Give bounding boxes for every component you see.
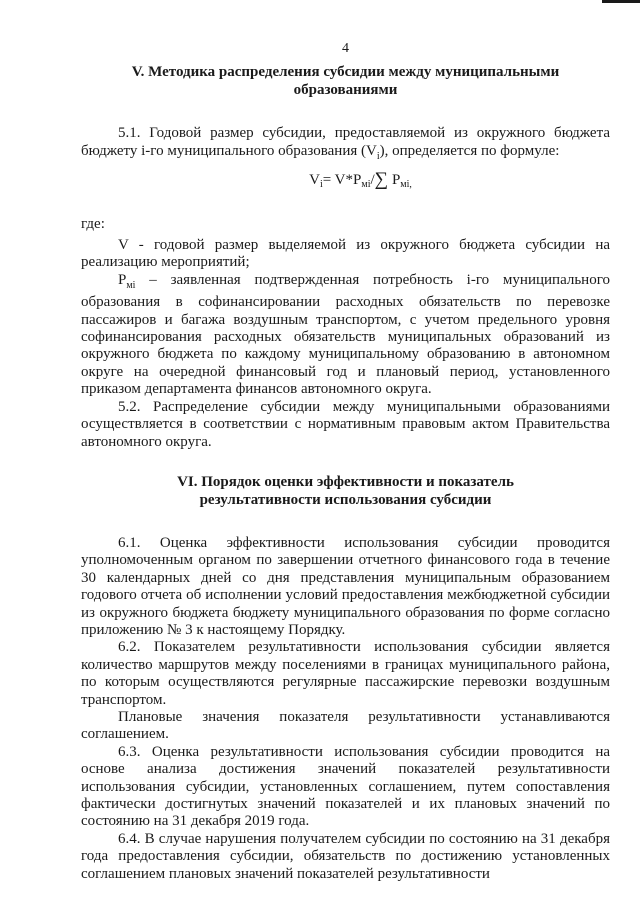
where-label: где: xyxy=(81,215,105,232)
section6-title xyxy=(81,473,610,509)
paragraph-6-4: 6.4. В случае нарушения получателем субсидии по состоянию на 31 декабря года предоставления субсидии, обязательств по достижению установленных соглашением плановых значений показателей результативности xyxy=(81,830,610,882)
definition-p: $P_{мi}$ – заявленная подтвержденная потребность i-го муниципального образования в софинансировании расходных обязательств по перевозке пассажиров и багажа воздушным транспортом, с учетом предельного уровня софинансирования расходных обязательств муниципальных образований из окружного бюджета по каждому муниципальному образованию в автономном округе на очередной финансовый год и плановый период, установленного приказом департамента финансов автономного округа. xyxy=(81,271,610,398)
paragraph-5-2: 5.2. Распределение субсидии между муниципальными образованиями осуществляется в соответствии с нормативным правовым актом Правительства автономного округа. xyxy=(81,398,610,450)
section5-title-line1: V. Методика распределения субсидии между муниципальными xyxy=(131,64,560,81)
section5-title xyxy=(81,63,610,99)
scan-edge-mark xyxy=(602,0,640,3)
paragraph-6-2-planned: Плановые значения показателя результативности устанавливаются соглашением. xyxy=(81,708,610,743)
paragraph-5-1: 5.1. Годовой размер субсидии, предоставляемой из окружного бюджета бюджету i-го муниципального образования $(V_i)$, определяется по формуле: xyxy=(81,125,610,162)
distribution-formula: $V_i= V*P_{мi}/\sum$ $P_{мi,}$ xyxy=(309,169,412,191)
sum-symbol: ∑ xyxy=(374,169,389,191)
page-number: 4 xyxy=(342,41,349,56)
paragraph-6-2: 6.2. Показателем результативности использования субсидии является количество маршрутов между поселениями в границах муниципального района, по которым осуществляются регулярные пассажирские перевозки воздушным транспортом. xyxy=(81,639,610,708)
paragraph-6-3: 6.3. Оценка результативности использования субсидии проводится на основе анализа достижения значений показателей результативности использования субсидии, установленных соглашением, путем сопоставления фактически достигнутых значений показателей и их плановых значений по состоянию на 31 декабря 2019 года. xyxy=(81,743,610,830)
section6-title-line1: VI. Порядок оценки эффективности и показатель xyxy=(177,473,514,490)
section6-title-line2: результативности использования субсидии xyxy=(199,491,492,508)
definition-v: V - годовой размер выделяемой из окружного бюджета субсидии на реализацию мероприятий; xyxy=(81,237,610,271)
section5-title-line2: образованиями xyxy=(293,82,398,99)
document-page xyxy=(81,40,610,883)
paragraph-6-1: 6.1. Оценка эффективности использования субсидии проводится уполномоченным органом по завершении отчетного финансового года в течение 30 календарных дней со дня представления муниципальным образованием годового отчета об исполнении условий предоставления межбюджетной субсидии из окружного бюджета бюджету муниципального образования по форме согласно приложению № 3 к настоящему Порядку. xyxy=(81,534,610,638)
